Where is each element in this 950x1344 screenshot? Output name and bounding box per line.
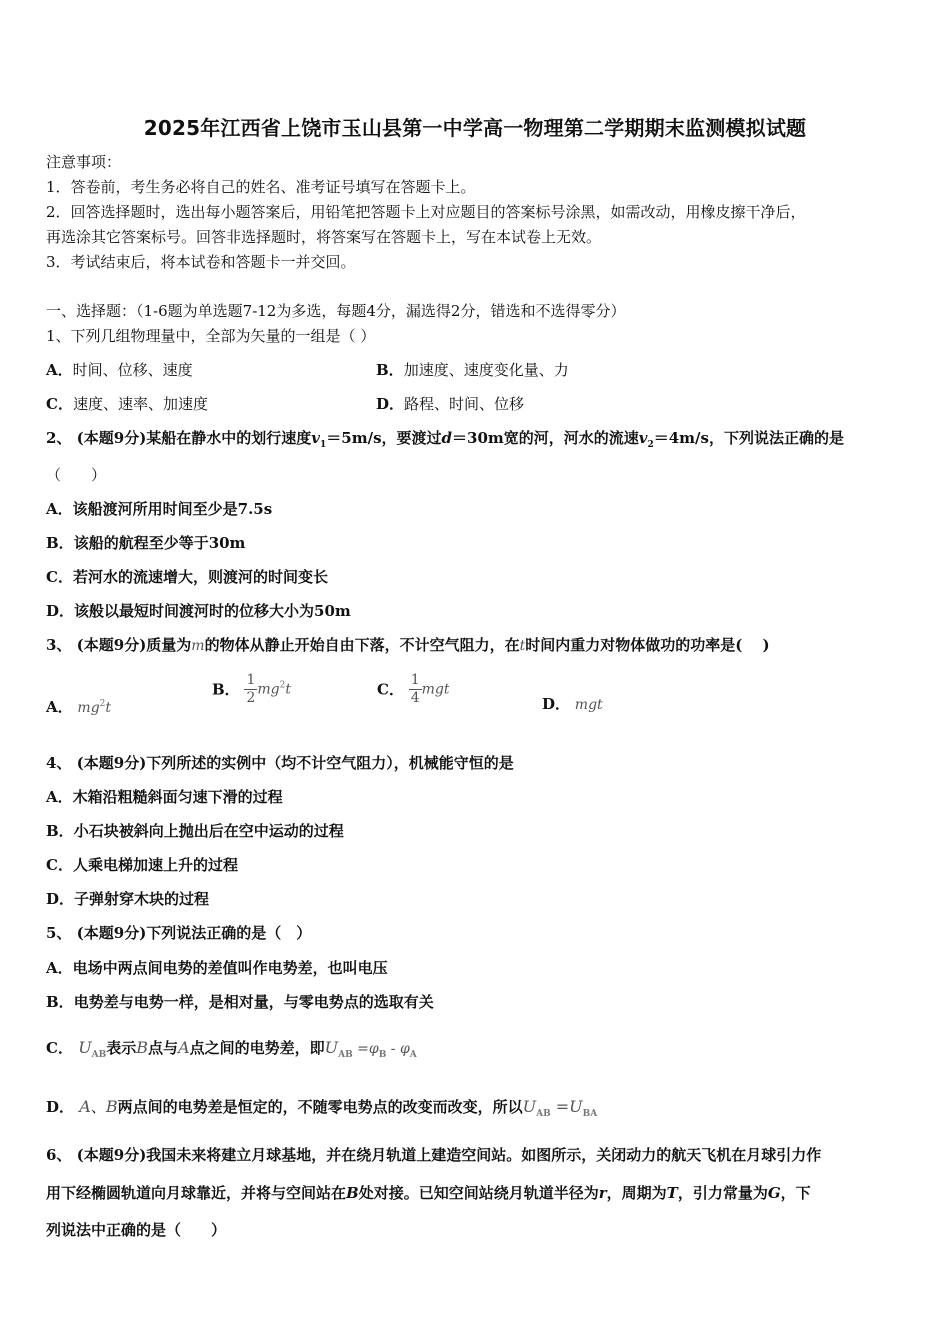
var-g: G <box>767 1184 781 1202</box>
option-label: C． <box>46 856 73 874</box>
q4-option-d <box>46 889 209 909</box>
stem-text: 2、 (本题9分)某船在静水中的划行速度 <box>46 429 312 447</box>
option-label: B． <box>376 361 404 379</box>
option-label: A． <box>46 500 73 518</box>
q5-option-c <box>46 1038 417 1065</box>
formula-text: mg <box>257 681 280 698</box>
stem-text: 3、 (本题9分)质量为 <box>46 636 192 654</box>
q5-option-b <box>46 992 434 1012</box>
var-b: B <box>346 1184 359 1202</box>
formula-sub: AB <box>338 1050 353 1060</box>
var-sub: 1 <box>320 440 327 450</box>
option-text: 点之间的电势差，即 <box>189 1039 325 1057</box>
option-text: 木箱沿粗糙斜面匀速下滑的过程 <box>72 788 283 806</box>
q2-option-d <box>46 601 351 621</box>
option-label: D． <box>46 890 75 908</box>
option-text: 该般以最短时间渡河时的位移大小为50m <box>74 602 351 620</box>
frac-den: 2 <box>246 690 256 706</box>
q4-option-a <box>46 787 283 807</box>
notice-item-3: 3．考试结束后，将本试卷和答题卡一并交回。 <box>46 253 356 271</box>
q1-option-a <box>46 360 193 380</box>
formula-sub: B <box>378 1050 387 1060</box>
fraction <box>244 672 257 707</box>
formula-text: mgt <box>574 697 603 713</box>
var-v: v <box>638 429 648 447</box>
formula-text: U <box>522 1097 537 1116</box>
option-text: 人乘电梯加速上升的过程 <box>72 856 238 874</box>
notice-item-1: 1．答卷前，考生务必将自己的姓名、准考证号填写在答题卡上。 <box>46 178 476 196</box>
var-b: B <box>105 1097 118 1116</box>
option-label: D． <box>376 395 405 413</box>
var-u: U <box>78 1038 92 1057</box>
q3-option-a <box>46 694 111 718</box>
formula-sub: AB <box>536 1109 551 1119</box>
var-m: m <box>191 638 205 654</box>
var-v: v <box>311 429 321 447</box>
stem-text: 处对接。已知空间站绕月轨道半径为 <box>358 1184 599 1202</box>
q5-option-d <box>46 1097 597 1124</box>
stem-text: ，周期为 <box>606 1184 667 1202</box>
q2-option-b <box>46 533 245 553</box>
option-label: B． <box>46 993 74 1011</box>
q6-stem-line-2 <box>46 1183 811 1203</box>
var-d: d <box>441 429 453 447</box>
option-label: C． <box>46 395 73 413</box>
q2-stem <box>46 428 844 455</box>
q1-option-b <box>376 360 569 380</box>
stem-text: 用下经椭圆轨道向月球靠近，并将与空间站在 <box>46 1184 347 1202</box>
q4-option-c <box>46 855 238 875</box>
var-t: T <box>666 1184 678 1202</box>
frac-num: 1 <box>410 672 420 688</box>
stem-text: ，引力常量为 <box>677 1184 768 1202</box>
stem-text: ＝4m/s，下列说法正确的是 <box>653 429 844 447</box>
option-text: 速度、速率、加速度 <box>72 395 208 413</box>
option-text: 电场中两点间电势的差值叫作电势差，也叫电压 <box>72 959 388 977</box>
q6-stem-line-1: 6、 (本题9分)我国未来将建立月球基地，并在绕月轨道上建造空间站。如图所示，关闭动力的航天飞机在月球引力作 <box>46 1146 822 1164</box>
option-label: D． <box>46 602 75 620</box>
option-label: C． <box>46 568 73 586</box>
stem-text: 的物体从静止开始自由下落，不计空气阻力，在 <box>204 636 520 654</box>
option-label: B． <box>46 534 74 552</box>
frac-num: 1 <box>246 672 256 688</box>
notice-item-2-cont: 再选涂其它答案标号。回答非选择题时，将答案写在答题卡上，写在本试卷上无效。 <box>46 228 602 246</box>
formula-text: t <box>105 700 112 716</box>
option-text: 点与 <box>148 1039 179 1057</box>
q1-stem: 1、下列几组物理量中，全部为矢量的一组是（ ） <box>46 327 376 345</box>
q3-option-b <box>212 672 291 707</box>
stem-text: 时间内重力对物体做功的功率是( ) <box>525 636 770 654</box>
formula-sub: BA <box>582 1109 598 1119</box>
q1-option-c <box>46 394 208 414</box>
formula-text: - φ <box>386 1041 410 1057</box>
option-label: B． <box>212 680 240 699</box>
var-a: A <box>79 1097 91 1116</box>
stem-text: ＝30m宽的河，河水的流速 <box>452 429 639 447</box>
section-heading: 一、选择题：（1-6题为单选题7-12为多选，每题4分，漏选得2分，错选和不选得零分） <box>46 302 626 320</box>
option-label: C． <box>46 1039 73 1057</box>
option-text: 若河水的流速增大，则渡河的时间变长 <box>72 568 328 586</box>
var-b: B <box>136 1038 149 1057</box>
option-text: 子弹射穿木块的过程 <box>74 890 210 908</box>
option-text: 电势差与电势一样，是相对量，与零电势点的选取有关 <box>73 993 434 1011</box>
q2-answer-paren: （ ） <box>46 466 107 484</box>
option-text: 小石块被斜向上抛出后在空中运动的过程 <box>73 822 344 840</box>
formula-text: mgt <box>421 681 450 698</box>
option-label: D． <box>46 1098 75 1116</box>
notice-item-2: 2．回答选择题时，选出每小题答案后，用铅笔把答题卡上对应题目的答案标号涂黑，如需改动，用橡皮擦干净后， <box>46 203 806 221</box>
q2-option-c <box>46 567 328 587</box>
formula-text: =φ <box>352 1041 379 1057</box>
option-label: A． <box>46 361 73 379</box>
q4-stem: 4、 (本题9分)下列所述的实例中（均不计空气阻力），机械能守恒的是 <box>46 754 514 772</box>
q2-option-a <box>46 499 272 519</box>
option-text: 表示 <box>106 1039 137 1057</box>
q3-stem <box>46 635 770 656</box>
formula-sub: A <box>409 1050 417 1060</box>
formula-sup: 2 <box>279 680 286 691</box>
var-a: A <box>178 1038 190 1057</box>
option-label: A． <box>46 698 73 716</box>
option-text: 加速度、速度变化量、力 <box>403 361 569 379</box>
option-label: B． <box>46 822 74 840</box>
notice-header: 注意事项： <box>46 153 122 171</box>
fraction <box>409 672 422 707</box>
q6-stem-line-3: 列说法中正确的是（ ） <box>46 1221 227 1239</box>
var-r: r <box>598 1184 607 1202</box>
formula-text: t <box>285 681 292 698</box>
formula-text: mg <box>77 700 100 716</box>
stem-text: ，下 <box>780 1184 811 1202</box>
option-label: C． <box>377 680 404 699</box>
exam-title: 2025年江西省上饶市玉山县第一中学高一物理第二学期期末监测模拟试题 <box>143 116 807 140</box>
q5-option-a <box>46 958 388 978</box>
var-t: t <box>519 638 526 654</box>
formula-text: =U <box>550 1097 583 1116</box>
q3-option-d <box>542 694 603 715</box>
option-text: 该船渡河所用时间至少是7.5s <box>72 500 273 518</box>
separator: 、 <box>90 1098 106 1116</box>
option-label: D． <box>542 695 571 713</box>
option-text: 该船的航程至少等于30m <box>73 534 246 552</box>
option-text: 两点间的电势差是恒定的，不随零电势点的改变而改变，所以 <box>117 1098 523 1116</box>
q3-option-c <box>377 672 450 707</box>
option-text: 时间、位移、速度 <box>72 361 193 379</box>
option-text: 路程、时间、位移 <box>404 395 525 413</box>
formula-sup: 2 <box>99 699 106 709</box>
var-sub: 2 <box>647 440 654 450</box>
q1-option-d <box>376 394 524 414</box>
option-label: A． <box>46 788 73 806</box>
frac-den: 4 <box>410 690 420 706</box>
formula-text: U <box>324 1038 339 1057</box>
q5-stem: 5、 (本题9分)下列说法正确的是（ ） <box>46 924 312 942</box>
q4-option-b <box>46 821 344 841</box>
stem-text: ＝5m/s，要渡过 <box>326 429 442 447</box>
var-sub: AB <box>91 1050 107 1060</box>
option-label: A． <box>46 959 73 977</box>
